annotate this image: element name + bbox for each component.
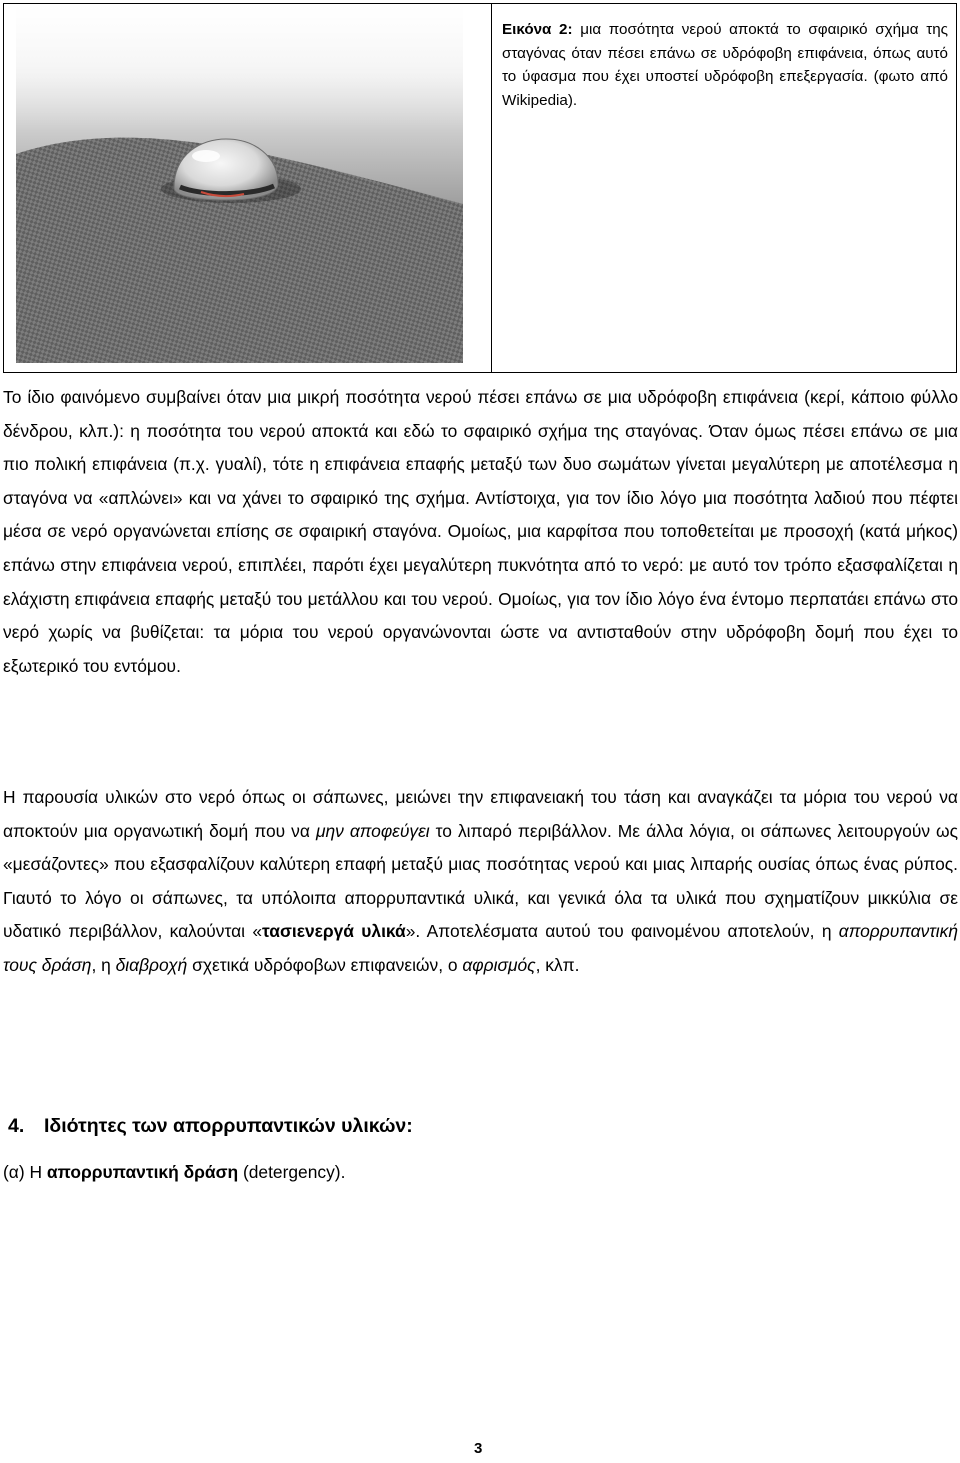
table-divider bbox=[491, 4, 492, 372]
p3-text-b: (detergency). bbox=[238, 1162, 346, 1182]
figure-table bbox=[3, 3, 957, 373]
p2-text-e: σχετικά υδρόφοβων επιφανειών, ο bbox=[187, 954, 463, 975]
p2-text-c: ». Αποτελέσματα αυτού του φαινομένου αποτελούν, η bbox=[405, 921, 839, 942]
p2-text-d: , η bbox=[91, 954, 116, 975]
caption-label: Εικόνα 2: bbox=[502, 21, 573, 38]
fabric-droplet-image bbox=[16, 4, 463, 363]
p2-italic-c: απορρυπαντική τους δράση bbox=[3, 921, 959, 975]
p2-italic-a: μην αποφεύγει bbox=[315, 820, 430, 841]
figure-caption bbox=[502, 18, 948, 112]
section-title: Ιδιότητες των απορρυπαντικών υλικών: bbox=[44, 1115, 413, 1137]
p2-italic-d: διαβροχή bbox=[115, 954, 188, 975]
section-number: 4. bbox=[8, 1115, 25, 1137]
p2-italic-e: αφρισμός bbox=[462, 954, 536, 975]
caption-text: μια ποσότητα νερού αποκτά το σφαιρικό σχήμα της σταγόνας όταν πέσει επάνω σε υδρόφοβη επιφάνεια, όπως αυτό το ύφασμα που έχει υποστεί υδρόφοβη επεξεργασία. (φωτο από Wikipedia). bbox=[502, 21, 948, 109]
p3-text-a: (α) Η bbox=[3, 1162, 47, 1182]
p2-bold-term: τασιενεργά υλικά bbox=[262, 921, 406, 942]
paragraph1-text: Το ίδιο φαινόμενο συμβαίνει όταν μια μικρή ποσότητα νερού πέσει επάνω σε μια υδρόφοβη επιφάνεια (κερί, κάποιο φύλλο δένδρου, κλπ.): η ποσότητα του νερού αποκτά και εδώ το σφαιρικό σχήμα της σταγόνας. Όταν όμως πέσει επάνω σε μια πιο πολική επιφάνεια (π.χ. γυαλί), τότε η επιφάνεια επαφής μεταξύ των δυο σωμάτων γίνεται μεγαλύτερη με αποτέλεσμα η σταγόνα να «απλώνει» και να χάνει το σφαιρικό της σχήμα. Αντίστοιχα, για τον ίδιο λόγο μια ποσότητα λαδιού που πέφτει μέσα σε νερό οργανώνεται επίσης σε σφαιρική σταγόνα. Ομοίως, μια καρφίτσα που τοποθετείται με προσοχή (κατά μήκος) επάνω στην επιφάνεια νερού, επιπλέει, παρότι έχει μεγαλύτερη πυκνότητα από το νερό: με αυτό τον τρόπο εξασφαλίζεται η ελάχιστη επιφάνεια επαφής μεταξύ του μετάλλου και του νερού. Ομοίως, για τον ίδιο λόγο ένα έντομο περπατάει επάνω στο νερό χωρίς να βυθίζεται: τα μόρια του νερού οργανώνονται ώστε να αντισταθούν στην υδρόφοβη δομή που έχει το εξωτερικό του εντόμου. bbox=[3, 387, 958, 676]
page-number: 3 bbox=[474, 1440, 483, 1457]
section-heading bbox=[8, 1115, 413, 1138]
paragraph-soaps bbox=[3, 781, 958, 983]
p2-text-b: το λιπαρό περιβάλλον. Με άλλα λόγια, οι σάπωνες λειτουργούν ως «μεσάζοντες» που εξασφαλίζουν καλύτερη επαφή μεταξύ μιας ποσότητας νερού και μιας λιπαρής ουσίας όπως ένας ρύπος. Γιαυτό το λόγο οι σάπωνες, τα υπόλοιπα απορρυπαντικά υλικά, και γενικά όλα τα υλικά που σχηματίζουν μικκύλια σε υδατικό περιβάλλον, καλούνται « bbox=[3, 820, 959, 942]
p3-bold: απορρυπαντική δράση bbox=[46, 1162, 239, 1182]
paragraph-detergency bbox=[3, 1156, 345, 1189]
p2-text-f: , κλπ. bbox=[535, 954, 580, 975]
p2-text-a: Η παρουσία υλικών στο νερό όπως οι σάπωνες, μειώνει την επιφανειακή του τάση και αναγκάζει τα μόρια του νερού να αποκτούν μια οργανωτική δομή που να bbox=[3, 787, 958, 841]
paragraph-surface-tension bbox=[3, 381, 958, 683]
water-droplet-photo bbox=[16, 4, 463, 363]
